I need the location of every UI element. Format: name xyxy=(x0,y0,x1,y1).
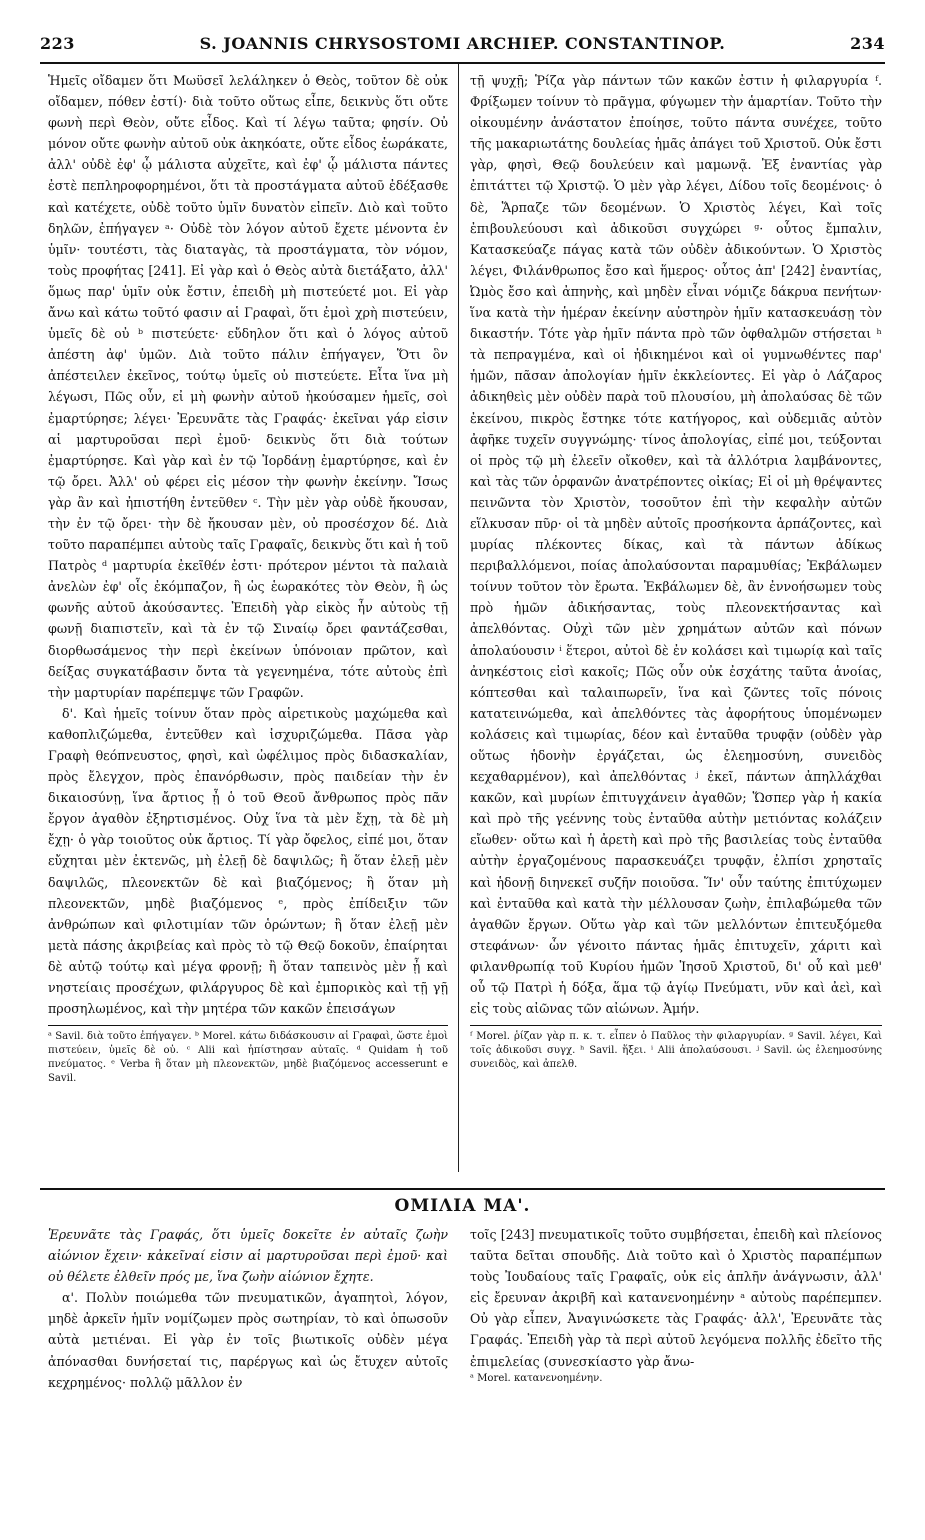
homily-right-column xyxy=(470,1224,882,1386)
left-column xyxy=(48,70,448,1086)
homily-right-text: τοῖς [243] πνευματικοῖς τοῦτο συμβήσεται, ἐπειδὴ καὶ πλείονος ταῦτα δεῖται σπουδῆς. Διὰ τοῦτο καὶ ὁ Χριστὸς παραπέμπων τοὺς Ἰουδαίους ταῖς Γραφαῖς, οὐκ εἰς ἁπλῆν ἀνάγνωσιν, ἀλλ' εἰς ἔρευναν ἀκριβῆ καὶ κατανενοημένην ᵃ αὐτοὺς παρέπεμπεν. Οὐ γὰρ εἶπεν, Ἀναγινώσκετε τὰς Γραφάς· ἀλλ', Ἐρευνᾶτε τὰς Γραφάς. Ἐπειδὴ γὰρ τὰ περὶ αὐτοῦ λεγόμενα πολλῆς ἐδεῖτο τῆς ἐπιμελείας (συνεσκίαστο γὰρ ἄνω- xyxy=(470,1227,882,1369)
running-title: S. JOANNIS CHRYSOSTOMI ARCHIEP. CONSTANTINOP. xyxy=(199,34,726,53)
footnote-rule-right xyxy=(470,1025,882,1026)
page-number-left: 223 xyxy=(40,34,75,53)
right-column-text: τῇ ψυχῇ; Ῥίζα γὰρ πάντων τῶν κακῶν ἐστιν ἡ φιλαργυρία ᶠ. Φρίξωμεν τοίνυν τὸ πρᾶγμα, φύγωμεν τὴν ἁμαρτίαν. Τοῦτο τὴν οἰκουμένην ἀνάστατον ἐποίησε, τοῦτο πάντα συνέχεε, τοῦτο τῆς μακαριωτάτης δουλείας ἡμᾶς ἀπάγει τοῦ Χριστοῦ. Οὐκ ἔστι γὰρ, φησὶ, Θεῷ δουλεύειν καὶ μαμωνᾷ. Ἐξ ἐναντίας γὰρ ἐπιτάττει τῷ Χριστῷ. Ὁ μὲν γὰρ λέγει, Δίδου τοῖς δεομένοις· ὁ δὲ, Ἅρπαζε τῶν δεομένων. Ὁ Χριστὸς λέγει, Καὶ τοῖς ἐπιβουλεύουσι καὶ ἀδικοῦσι συγχώρει ᵍ· οὗτος ἔμπαλιν, Κατασκεύαζε πάγας κατὰ τῶν οὐδὲν ἀδικούντων. Ὁ Χριστὸς λέγει, Φιλάνθρωπος ἔσο καὶ ἥμερος· οὗτος ἀπ' [242] ἐναντίας, Ὠμὸς ἔσο καὶ ἀπηνὴς, καὶ μηδὲν εἶναι νόμιζε δάκρυα πενήτων· ἵνα κατὰ τὴν ἡμέραν ἐκείνην αὐστηρὸν ἡμῖν κατασκευάσῃ τὸν δικαστήν. Τότε γὰρ ἡμῖν πάντα πρὸ τῶν ὀφθαλμῶν στήσεται ʰ τὰ πεπραγμένα, καὶ οἱ ἠδικημένοι καὶ οἱ γυμνωθέντες παρ' ἡμῶν, πᾶσαν ἀπολογίαν ἡμῖν ἐκκλείοντες. Εἰ γὰρ ὁ Λάζαρος ἀδικηθεὶς μὲν οὐδὲν παρὰ τοῦ πλουσίου, μὴ ἀπολαύσας δὲ τῶν ἐκείνου, πικρὸς ἔστηκε τότε κατήγορος, καὶ οὐδεμιᾶς αὐτὸν ἀφῆκε τυχεῖν συγγνώμης· τίνος ἀπολογίας, εἰπέ μοι, τεύξονται οἱ πρὸς τῷ μὴ ἐλεεῖν οἴκοθεν, καὶ τὰ ἀλλότρια λαμβάνοντες, καὶ τὰς τῶν ὀρφανῶν ἀνατρέποντες οἰκίας; Εἰ οἱ μὴ θρέψαντες πεινῶντα τὸν Χριστὸν, τοσοῦτον ἐπὶ τὴν κεφαλὴν αὐτῶν εἵλκυσαν πῦρ· οἱ τὰ μηδὲν αὐτοῖς προσήκοντα ἁρπάζοντες, καὶ μυρίας πλέκοντες δίκας, καὶ τὰ πάντων ἀδίκως περιβαλλόμενοι, ποίας ἀπολαύσονται παραμυθίας; Ἐκβάλωμεν τοίνυν τοῦτον τὸν ἔρωτα. Ἐκβάλωμεν δὲ, ἂν ἐννοήσωμεν τοὺς πρὸ ἡμῶν ἀδικήσαντας, τοὺς πλεονεκτήσαντας καὶ ἀπελθόντας. Οὐχὶ τῶν μὲν χρημάτων αὐτῶν καὶ πόνων ἀπολαύουσιν ⁱ ἕτεροι, αὐτοὶ δὲ ἐν κολάσει καὶ τιμωρίᾳ καὶ ταῖς ἀνηκέστοις εἰσὶ κακοῖς; Πῶς οὖν οὐκ ἐσχάτης ταῦτα ἀνοίας, κόπτεσθαι καὶ ταλαιπωρεῖν, ἵνα καὶ ζῶντες τοῖς πόνοις κατατεινώμεθα, καὶ ἀπελθόντες τὰς ἀφορήτους ὑπομένωμεν κολάσεις καὶ τιμωρίας, δέον καὶ ἐνταῦθα τρυφᾷν (οὐδὲν γὰρ οὕτως ἡδονὴν ἐργάζεται, ὡς ἐλεημοσύνη, συνειδὸς κεχαθαρμένον), καὶ ἀπελθόντας ʲ ἐκεῖ, πάντων ἀπηλλάχθαι κακῶν, καὶ μυρίων ἐπιτυγχάνειν ἀγαθῶν; Ὥσπερ γὰρ ἡ κακία καὶ πρὸ τῆς γεέννης τοὺς ἐνταῦθα αὐτὴν μετιόντας κολάζειν εἴωθεν· οὕτω καὶ ἡ ἀρετὴ καὶ πρὸ τῆς βασιλείας τοὺς ἐνταῦθα αὐτὴν ἐργαζομένους παρασκευάζει τρυφᾷν, ἐλπίσι χρησταῖς καὶ ἡδονῇ διηνεκεῖ συζῆν ποιοῦσα. Ἵν' οὖν ταύτης ἐπιτύχωμεν καὶ ἐνταῦθα καὶ κατὰ τὴν μέλλουσαν ζωὴν, ἐπιλαβώμεθα τῶν ἀγαθῶν ἔργων. Οὕτω γὰρ καὶ τῶν μελλόντων ἐπιτευξόμεθα στεφάνων· ὧν γένοιτο πάντας ἡμᾶς ἐπιτυχεῖν, χάριτι καὶ φιλανθρωπίᾳ τοῦ Κυρίου ἡμῶν Ἰησοῦ Χριστοῦ, δι' οὗ καὶ μεθ' οὗ τῷ Πατρὶ ἡ δόξα, ἅμα τῷ ἁγίῳ Πνεύματι, νῦν καὶ ἀεὶ, καὶ εἰς τοὺς αἰῶνας τῶν αἰώνων. Ἀμήν. xyxy=(470,73,882,1017)
left-footnotes: ᵃ Savil. διὰ τοῦτο ἐπήγαγεν. ᵇ Morel. κάτω διδάσκουσιν αἱ Γραφαὶ, ὥστε ἐμοὶ πιστεύειν, ὑμεῖς δὲ οὐ. ᶜ Alii καὶ ἠπίστησαν αὐταῖς. ᵈ Quidam ἡ τοῦ πνεύματος. ᵉ Verba ἢ ὅταν μὴ πλεονεκτῶν, μηδὲ βιαζόμενος accesserunt e Savil. xyxy=(48,1031,448,1085)
column-divider xyxy=(458,64,459,1172)
homily-opening-paragraph: α'. Πολὺν ποιώμεθα τῶν πνευματικῶν, ἀγαπητοὶ, λόγον, μηδὲ ἀρκεῖν ἡμῖν νομίζωμεν πρὸς σωτηρίαν, τὸ καὶ ὁπωσοῦν αὐτὰ μετιέναι. Εἰ γὰρ ἐν τοῖς βιωτικοῖς οὐδὲν μέγα ἀπόνασθαι δυνήσεταί τις, παρέργως καὶ ὡς ἔτυχεν αὐτοῖς κεχρημένος· πολλῷ μᾶλλον ἐν xyxy=(48,1290,448,1390)
homily-separator-rule xyxy=(40,1188,885,1190)
right-column xyxy=(470,70,882,1072)
homily-title: ΟΜΙΛΙΑ ΜΑ'. xyxy=(394,1196,531,1216)
page-number-right: 234 xyxy=(850,34,885,53)
left-column-text: Ἡμεῖς οἴδαμεν ὅτι Μωϋσεῖ λελάληκεν ὁ Θεὸς, τοῦτον δὲ οὐκ οἴδαμεν, πόθεν ἐστί)· διὰ τοῦτο οὕτως εἶπε, δεικνὺς ὅτι οὔτε φωνὴ περὶ Θεὸν, οὔτε εἶδος. Καὶ τί λέγω ταῦτα; φησίν. Οὐ μόνον οὔτε φωνὴν αὐτοῦ οὐκ ἀκηκόατε, οὔτε εἶδος ἑωράκατε, ἀλλ' οὐδὲ ἐφ' ᾧ μάλιστα αὐχεῖτε, καὶ ἐφ' ᾧ μάλιστα πάντες ἐστὲ πεπληροφορημένοι, ὅτι τὰ προστάγματα αὐτοῦ ἐδέξασθε καὶ κατέχετε, οὐδὲ τοῦτο ὑμῖν δυνατὸν εἰπεῖν. Διὸ καὶ τοῦτο δηλῶν, ἐπήγαγεν ᵃ· Οὐδὲ τὸν λόγον αὐτοῦ ἔχετε μένοντα ἐν ὑμῖν· τουτέστι, τὰς διαταγὰς, τὰ προστάγματα, τὸν νόμον, τοὺς προφήτας [241]. Εἰ γὰρ καὶ ὁ Θεὸς αὐτὰ διετάξατο, ἀλλ' ὅμως παρ' ὑμῖν οὐκ ἔστιν, ἐπειδὴ μὴ πιστεύετέ μοι. Εἰ γὰρ ἄνω καὶ κάτω τοῦτό φασιν αἱ Γραφαὶ, ὅτι ἐμοὶ χρὴ πιστεύειν, ὑμεῖς δὲ οὐ ᵇ πιστεύετε· εὔδηλον ὅτι καὶ ὁ λόγος αὐτοῦ ἀπέστη ἀφ' ὑμῶν. Διὰ τοῦτο πάλιν ἐπήγαγεν, Ὅτι ὃν ἀπέστειλεν ἐκεῖνος, τούτῳ ὑμεῖς οὐ πιστεύετε. Εἶτα ἵνα μὴ λέγωσι, Πῶς οὖν, εἰ μὴ φωνὴν αὐτοῦ ἠκούσαμεν ἡμεῖς, σοὶ ἐμαρτύρησε; λέγει· Ἐρευνᾶτε τὰς Γραφάς· ἐκεῖναι γάρ εἰσιν αἱ μαρτυροῦσαι περὶ ἐμοῦ· δεικνὺς ὅτι διὰ τούτων ἐμαρτύρησε. Καὶ γὰρ καὶ ἐν τῷ Ἰορδάνῃ ἐμαρτύρησε, καὶ ἐν τῷ ὄρει. Ἀλλ' οὐ φέρει εἰς μέσον τὴν φωνὴν ἐκείνην. Ἴσως γὰρ ἂν καὶ ἠπιστήθη ἐντεῦθεν ᶜ. Τὴν μὲν γὰρ οὐδὲ ἤκουσαν, τὴν ἐν τῷ ὄρει· τὴν δὲ ἤκουσαν μὲν, οὐ προσέσχον δέ. Διὰ τοῦτο παραπέμπει αὐτοὺς ταῖς Γραφαῖς, δεικνὺς ὅτι καὶ ἡ τοῦ Πατρὸς ᵈ μαρτυρία ἐκεῖθέν ἐστι· πρότερον μέντοι τὰ παλαιὰ ἀνελὼν ἐφ' οἷς ἐκόμπαζον, ἢ ὡς ἑωρακότες τὸν Θεὸν, ἢ ὡς φωνῆς αὐτοῦ ἀκούσαντες. Ἐπειδὴ γὰρ εἰκὸς ἦν αὐτοὺς τῇ φωνῇ διαπιστεῖν, καὶ τὰ ἐν τῷ Σιναίῳ ὄρει φαντάζεσθαι, διορθωσάμενος τὴν περὶ ἐκείνων ὑπόνοιαν πρῶτον, καὶ δείξας συγκατάβασιν ὄντα τὰ γεγενημένα, τότε αὐτοὺς ἐπὶ τὴν μαρτυρίαν παρέπεμψε τῶν Γραφῶν. xyxy=(48,73,448,700)
right-footnotes: ᶠ Morel. ῥίζαν γὰρ π. κ. τ. εἶπεν ὁ Παῦλος τὴν φιλαργυρίαν. ᵍ Savil. λέγει, Καὶ τοῖς ἀδικοῦσι συγχ. ʰ Savil. ἥξει. ⁱ Alii ἀπολαύσουσι. ʲ Savil. ὡς ἐλεημοσύνης συνειδὸς, καὶ ἀπελθ. xyxy=(470,1031,882,1071)
homily-footnote: ᵃ Morel. κατανενοημένην. xyxy=(470,1372,603,1384)
left-column-paragraph-2: δ'. Καὶ ἡμεῖς τοίνυν ὅταν πρὸς αἱρετικοὺς μαχώμεθα καὶ καθοπλιζώμεθα, ἐντεῦθεν καὶ ἰσχυριζώμεθα. Πᾶσα γὰρ Γραφὴ θεόπνευστος, φησὶ, καὶ ὠφέλιμος πρὸς διδασκαλίαν, πρὸς ἔλεγχον, πρὸς ἐπανόρθωσιν, πρὸς παιδείαν τὴν ἐν δικαιοσύνῃ, ἵνα ἄρτιος ᾖ ὁ τοῦ Θεοῦ ἄνθρωπος πρὸς πᾶν ἔργον ἀγαθὸν ἐξηρτισμένος. Οὐχ ἵνα τὰ μὲν ἔχῃ, τὰ δὲ μὴ ἔχῃ· ὁ γὰρ τοιοῦτος οὐκ ἄρτιος. Τί γὰρ ὄφελος, εἰπέ μοι, ὅταν εὔχηται μὲν ἐκτενῶς, μὴ ἐλεῇ δὲ δαψιλῶς; ἢ ὅταν ἐλεῇ μὲν δαψιλῶς, πλεονεκτῶν δὲ καὶ βιαζόμενος; ἢ ὅταν μὴ πλεονεκτῶν, μηδὲ βιαζόμενος ᵉ, πρὸς ἐπίδειξιν τῶν ἀνθρώπων καὶ φιλοτιμίαν τῶν ὁρώντων; ἢ ὅταν ἐλεῇ μὲν μετὰ πάσης ἀκριβείας καὶ πρὸς τὸ τῷ Θεῷ δοκοῦν, ἐπαίρηται δὲ αὐτῷ τούτῳ καὶ μέγα φρονῇ; ἢ ὅταν ταπεινὸς μὲν ᾖ καὶ νηστείαις προσέχων, φιλάργυρος δὲ καὶ ἐμπορικὸς καὶ τῇ γῇ προσηλωμένος, καὶ τὴν μητέρα τῶν κακῶν ἐπεισάγων xyxy=(48,705,448,1017)
footnote-rule-left xyxy=(48,1025,448,1026)
header-rule xyxy=(40,62,885,64)
homily-epigraph: Ἐρευνᾶτε τὰς Γραφάς, ὅτι ὑμεῖς δοκεῖτε ἐν αὐταῖς ζωὴν αἰώνιον ἔχειν· κἀκεῖναί εἰσιν αἱ μαρτυροῦσαι περὶ ἐμοῦ· καὶ οὐ θέλετε ἐλθεῖν πρός με, ἵνα ζωὴν αἰώνιον ἔχητε. xyxy=(48,1227,448,1285)
homily-left-column xyxy=(48,1224,448,1393)
running-header xyxy=(40,34,885,60)
